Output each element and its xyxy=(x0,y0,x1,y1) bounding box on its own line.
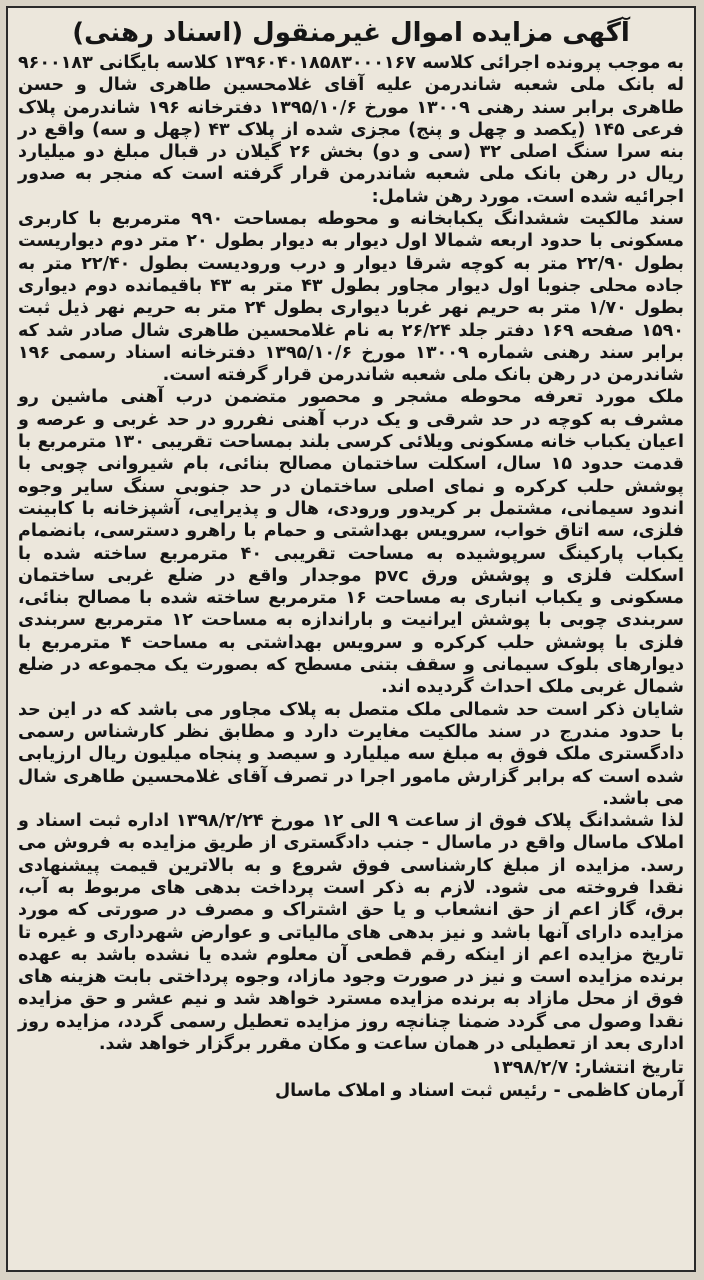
signature: آرمان کاظمی - رئیس ثبت اسناد و املاک ماسال xyxy=(274,1080,684,1101)
publish-date: تاریخ انتشار: ۱۳۹۸/۲/۷ xyxy=(491,1058,684,1079)
notice-title: آگهی مزایده اموال غیرمنقول (اسناد رهنی) xyxy=(72,18,630,48)
notice-paragraph-auction-terms: لذا ششدانگ پلاک فوق از ساعت ۹ الی ۱۲ مورخ ۱۳۹۸/۲/۲۴ اداره ثبت اسناد و املاک ماسال واقع در ماسال - جنب دادگستری از طریق مزایده به فروش می رسد. مزایده از مبلغ کارشناسی فوق شروع و به بالاترین قیمت پیشنهادی نقدا فروخته می شود. لازم به ذکر است پرداخت بدهی های مربوط به آب، برق، گاز اعم از حق انشعاب و یا حق اشتراک و مصرف در صورتی که مورد مزایده دارای آنها باشد و نیز بدهی های مالیاتی و عوارض شهرداری و غیره تا تاریخ مزایده اعم از اینکه رقم قطعی آن معلوم شده یا نشده باشد به عهده برنده مزایده است و نیز در صورت وجود مازاد، وجوه پرداختی بابت هزینه های فوق از محل مازاد به برنده مزایده مسترد خواهد شد و نیم عشر و حق مزایده نقدا وصول می گردد ضمنا چنانچه روز مزایده تعطیل رسمی گردد، مزایده روز اداری بعد از تعطیلی در همان ساعت و مکان مقرر برگزار خواهد شد. xyxy=(18,811,684,1055)
notice-paragraph-deed: سند مالکیت ششدانگ یکبابخانه و محوطه بمساحت ۹۹۰ مترمربع با کاربری مسکونی با حدود اربعه شمالا اول دیوار به دیوار بطول ۲۰ متر دوم دیواریست بطول ۲۲/۹۰ متر به کوچه شرقا دیوار و درب ورودیست بطول ۲۲/۴۰ متر به جاده محلی جنوبا اول دیوار مجاور بطول ۴۳ متر به ۴۳ باقیمانده دوم دیواری بطول ۱/۷۰ متر به حریم نهر غربا دیواری بطول ۲۴ متر به حریم نهر ذیل ثبت ۱۵۹۰ صفحه ۱۶۹ دفتر جلد ۲۶/۲۴ به نام غلامحسین طاهری شال صادر شد که برابر سند رهنی شماره ۱۳۰۰۹ مورخ ۱۳۹۵/۱۰/۶ دفترخانه اسناد رسمی ۱۹۶ شاندرمن در رهن بانک ملی شعبه شاندرمن قرار گرفته است. xyxy=(18,209,685,386)
notice-paragraph-case: به موجب پرونده اجرائی کلاسه ۱۳۹۶۰۴۰۱۸۵۸۳۰۰۰۱۶۷ کلاسه بایگانی ۹۶۰۰۱۸۳ له بانک ملی شعبه شاندرمن علیه آقای غلامحسین طاهری شال و حسن طاهری برابر سند رهنی ۱۳۰۰۹ مورخ ۱۳۹۵/۱۰/۶ دفترخانه ۱۹۶ شاندرمن پلاک فرعی ۱۴۵ (یکصد و چهل و پنج) مجزی شده از پلاک ۴۳ (چهل و سه) واقع در بنه سرا سنگ اصلی ۳۲ (سی و دو) بخش ۲۶ گیلان در قبال مبلغ دو میلیارد ریال در رهن بانک ملی شعبه شاندرمن قرار گرفته است که منجر به صدور اجرائیه شده است. مورد رهن شامل: xyxy=(18,53,684,207)
notice-body xyxy=(18,16,684,1262)
notice-paragraph-valuation: شایان ذکر است حد شمالی ملک متصل به پلاک مجاور می باشد که در این حد با حدود مندرج در سند مالکیت مغایرت دارد و مطابق نظر کارشناس رسمی دادگستری ملک فوق به مبلغ سه میلیارد و سیصد و پنجاه میلیون ریال ارزیابی شده است که برابر گزارش مامور اجرا در تصرف آقای غلامحسین طاهری شال می باشد. xyxy=(18,699,684,809)
notice-clipping xyxy=(6,6,696,1272)
notice-paragraph-description: ملک مورد تعرفه محوطه مشجر و محصور متضمن درب آهنی ماشین رو مشرف به کوچه در حد شرقی و یک درب آهنی نفررو در حد غربی و عرصه و اعیان یکباب خانه مسکونی ویلائی کرسی بلند بمساحت تقریبی ۱۳۰ مترمربع با قدمت حدود ۱۵ سال، اسکلت ساختمان مصالح بنائی، بام شیروانی چوبی با پوشش حلب کرکره و نمای اصلی ساختمان در حد جنوبی سنگ سایر وجوه اندود سیمانی، مشتمل بر کریدور ورودی، هال و پذیرایی، آشپزخانه با کابینت فلزی، سه اتاق خواب، سرویس بهداشتی و حمام با راهرو دسترسی، بانضمام یکباب پارکینگ سرپوشیده به مساحت تقریبی ۴۰ مترمربع ساخته شده با اسکلت فلزی و پوشش ورق pvc موجدار واقع در ضلع غربی ساختمان مسکونی و یکباب انباری به مساحت ۱۶ مترمربع ساخته شده با مصالح بنائی، سربندی چوبی با پوشش ایرانیت و باراندازه به مساحت ۱۲ مترمربع سربندی فلزی با پوشش حلب کرکره و سرویس بهداشتی به مساحت ۴ مترمربع با دیوارهای بلوک سیمانی و سقف بتنی مسطح که بصورت یک مجموعه در ضلع شمال غربی ملک احداث گردیده اند. xyxy=(18,387,685,698)
